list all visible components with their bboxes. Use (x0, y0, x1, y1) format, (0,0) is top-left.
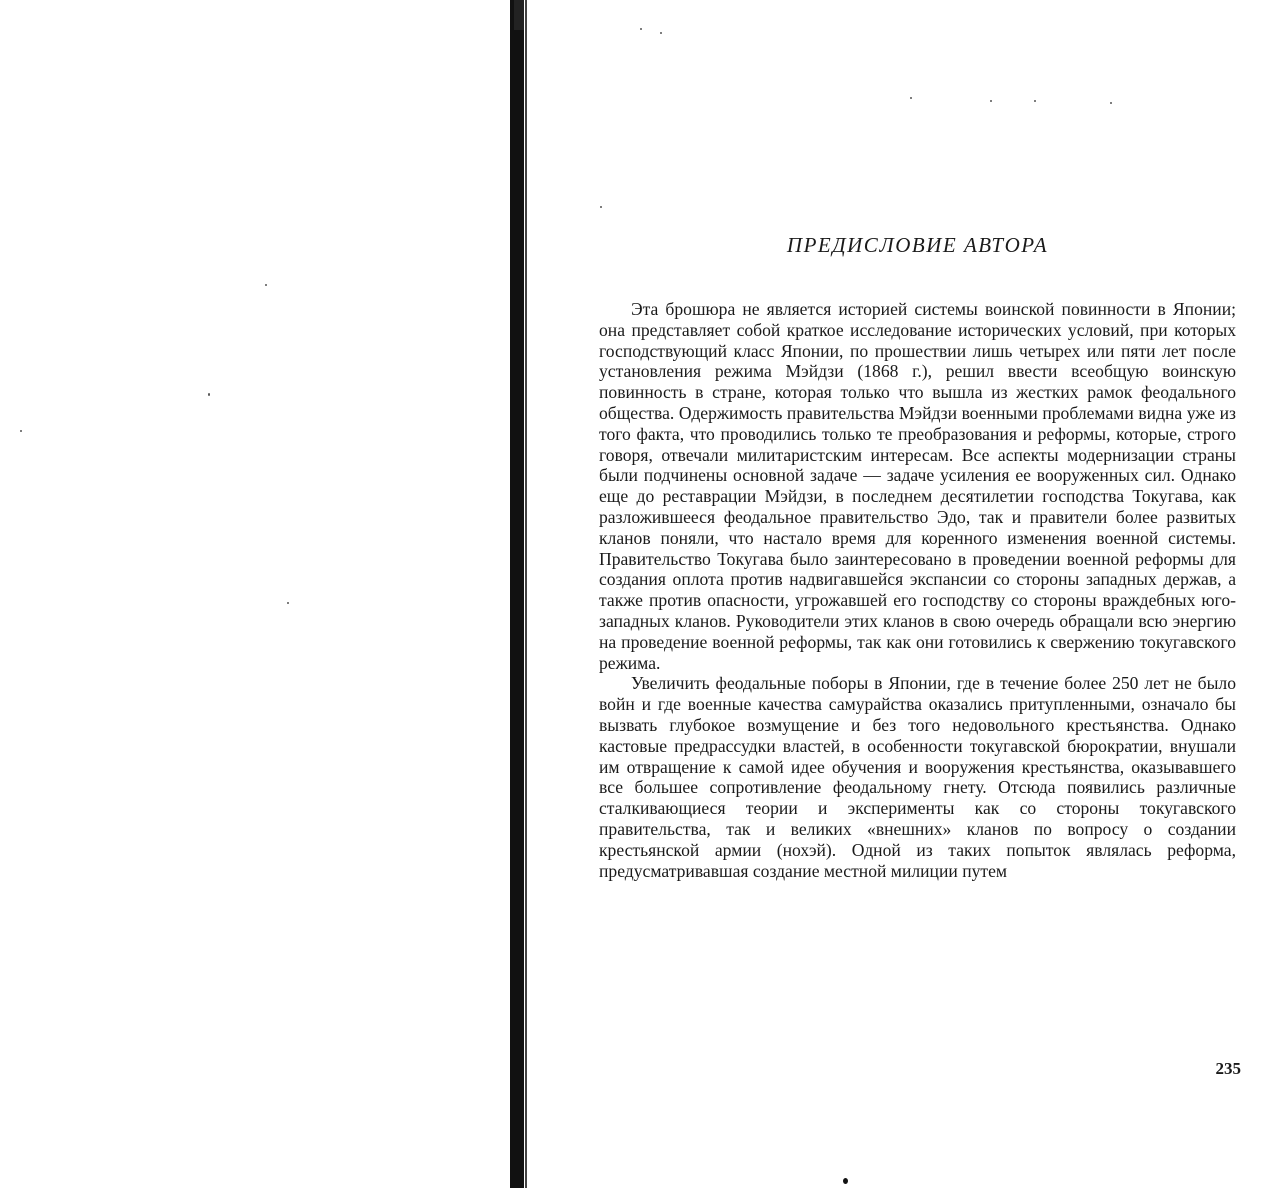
scan-speck (1034, 100, 1036, 102)
scan-speck (265, 284, 267, 286)
scan-speck (640, 28, 642, 30)
scan-speck (990, 100, 992, 102)
book-gutter-edge (525, 0, 527, 1188)
scan-speck (208, 393, 210, 396)
scan-speck (910, 97, 912, 99)
scan-speck (843, 1178, 848, 1184)
book-gutter-shadow-top (514, 0, 524, 30)
page-number: 235 (1215, 1059, 1241, 1078)
scan-speck (287, 602, 289, 604)
scan-speck (600, 206, 602, 208)
paragraph: Увеличить феодальные поборы в Японии, где в течение более 250 лет не было войн и где военные качества самурайства оказались притупленными, означало бы вызвать глубокое возмущение и без того недовольного крестьянства. Однако кастовые предрассудки властей, в особенности токугавской бюрократии, внушали им отвращение к самой идее обучения и вооружения крестьянства, оказывавшего все большее сопротивление феодальному гнету. Отсюда появились различные сталкивающиеся теории и эксперименты как со стороны токугавского правительства, так и великих «внешних» кланов по вопросу о создании крестьянской армии (нохэй). Одной из таких попыток являлась реформа, предусматривавшая создание местной милиции путем (599, 673, 1236, 881)
paragraph: Эта брошюра не является историей системы воинской повинности в Японии; она представляет собой краткое исследование исторических условий, при которых господствующий класс Японии, по прошествии лишь четырех или пяти лет после установления режима Мэйдзи (1868 г.), решил ввести всеобщую воинскую повинность в стране, которая только что вышла из жестких рамок феодального общества. Одержимость правительства Мэйдзи военными проблемами видна уже из того факта, что проводились только те преобразования и реформы, которые, строго говоря, отвечали милитаристским интересам. Все аспекты модернизации страны были подчинены основной задаче — задаче усиления ее вооруженных сил. Однако еще до реставрации Мэйдзи, в последнем десятилетии господства Токугава, как разложившееся феодальное правительство Эдо, так и правители более развитых кланов поняли, что настало время для коренного изменения военной системы. Правительство Токугава было заинтересовано в проведении военной реформы для создания оплота против надвигавшейся экспансии со стороны западных держав, а также против опасности, угрожавшей его господству со стороны враждебных юго-западных кланов. Руководители этих кланов в свою очередь обращали всю энергию на проведение военной реформы, так как они готовились к свержению токугавского режима. (599, 299, 1236, 673)
scan-speck (20, 430, 22, 432)
scan-speck (660, 32, 662, 34)
book-gutter-shadow (510, 0, 524, 1188)
body-text (599, 299, 1236, 881)
page-title: ПРЕДИСЛОВИЕ АВТОРА (786, 233, 1049, 257)
scan-speck (1110, 102, 1112, 104)
